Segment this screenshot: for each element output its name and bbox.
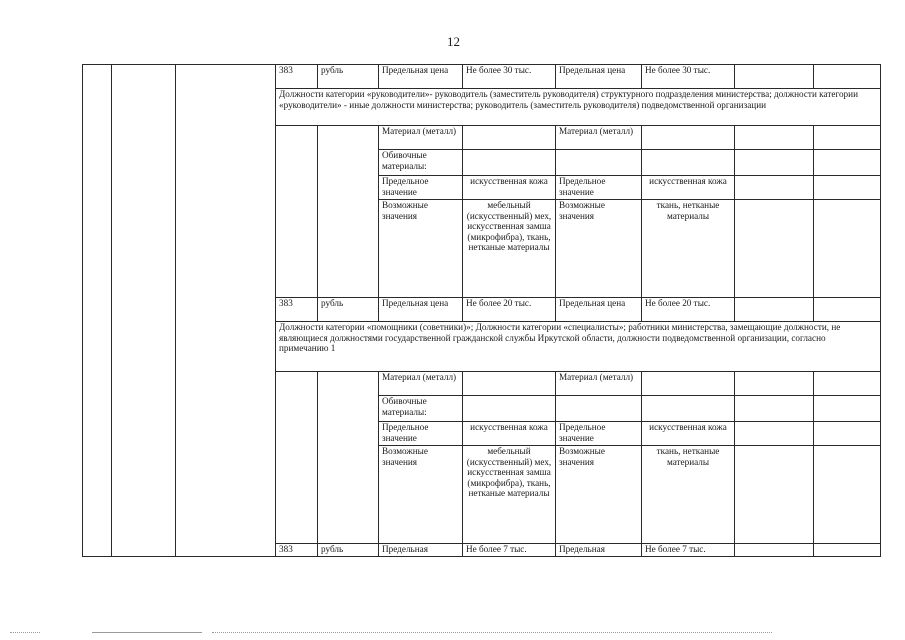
empty-cell <box>735 396 814 422</box>
characteristic-value: искусственная кожа <box>642 422 735 446</box>
characteristic-label: Предельное значение <box>379 176 463 200</box>
characteristic-label: Возможные значения <box>379 446 463 544</box>
empty-cell <box>735 544 814 557</box>
empty-cell <box>83 65 112 557</box>
empty-cell <box>814 150 881 176</box>
empty-cell <box>556 150 642 176</box>
empty-cell <box>642 126 735 150</box>
empty-cell <box>814 372 881 396</box>
characteristic-label: Предельная цена <box>556 298 642 322</box>
empty-cell <box>642 396 735 422</box>
characteristic-label: Обивочные материалы: <box>379 150 463 176</box>
characteristic-label: Предельная <box>556 544 642 557</box>
empty-cell <box>463 150 556 176</box>
characteristic-value: Не более 7 тыс. <box>463 544 556 557</box>
category-note: Должности категории «помощники (советники)»; Должности категории «специалисты»; работники министерства, замещающие должности, не являющиеся должностями государственной гражданской службы Иркутской области, должности подведомственной организации, согласно примечанию 1 <box>276 322 881 372</box>
characteristic-label: Предельное значение <box>379 422 463 446</box>
characteristic-label: Возможные значения <box>556 446 642 544</box>
empty-cell <box>735 200 814 298</box>
characteristic-label: Возможные значения <box>379 200 463 298</box>
page-number: 12 <box>447 34 460 49</box>
characteristic-label: Материал (металл) <box>379 126 463 150</box>
characteristic-label: Предельное значение <box>556 422 642 446</box>
empty-cell <box>735 372 814 396</box>
empty-cell <box>318 372 379 544</box>
empty-cell <box>814 298 881 322</box>
empty-cell <box>814 200 881 298</box>
characteristic-value: мебельный (искусственный) мех, искусственная замша (микрофибра), ткань, нетканые материалы <box>463 446 556 544</box>
empty-cell <box>814 396 881 422</box>
empty-cell <box>814 544 881 557</box>
empty-cell <box>735 422 814 446</box>
empty-cell <box>318 126 379 298</box>
characteristic-label: Предельное значение <box>556 176 642 200</box>
characteristic-value: искусственная кожа <box>463 422 556 446</box>
characteristic-value: искусственная кожа <box>463 176 556 200</box>
empty-cell <box>814 126 881 150</box>
characteristic-value: мебельный (искусственный) мех, искусственная замша (микрофибра), ткань, нетканые материалы <box>463 200 556 298</box>
empty-cell <box>112 65 176 557</box>
characteristic-value: Не более 20 тыс. <box>642 298 735 322</box>
characteristic-value: Не более 30 тыс. <box>642 65 735 89</box>
empty-cell <box>814 65 881 89</box>
document-table <box>82 64 881 557</box>
empty-cell <box>735 150 814 176</box>
unit-name: рубль <box>318 544 379 557</box>
empty-cell <box>735 446 814 544</box>
empty-cell <box>176 65 276 557</box>
unit-name: рубль <box>318 65 379 89</box>
empty-cell <box>814 422 881 446</box>
okei-code: 383 <box>276 544 318 557</box>
characteristic-label: Предельная цена <box>556 65 642 89</box>
empty-cell <box>463 372 556 396</box>
characteristic-value: Не более 30 тыс. <box>463 65 556 89</box>
empty-cell <box>642 150 735 176</box>
okei-code: 383 <box>276 298 318 322</box>
unit-name: рубль <box>318 298 379 322</box>
characteristic-label: Предельная <box>379 544 463 557</box>
category-note: Должности категории «руководители»- руководитель (заместитель руководителя) структурного подразделения министерства; должности категории «руководители» - иные должности министерства; руководитель (заместитель руководителя) подведомственной организации <box>276 89 881 126</box>
empty-cell <box>556 396 642 422</box>
scan-artifact-line <box>10 632 40 633</box>
empty-cell <box>735 126 814 150</box>
empty-cell <box>276 126 318 298</box>
empty-cell <box>735 65 814 89</box>
empty-cell <box>463 396 556 422</box>
empty-cell <box>276 372 318 544</box>
characteristic-label: Предельная цена <box>379 298 463 322</box>
characteristic-value: ткань, нетканые материалы <box>642 446 735 544</box>
empty-cell <box>814 446 881 544</box>
okei-code: 383 <box>276 65 318 89</box>
scan-artifact-line <box>212 632 772 633</box>
scan-artifact-line <box>92 632 202 633</box>
empty-cell <box>735 298 814 322</box>
characteristic-value: Не более 20 тыс. <box>463 298 556 322</box>
empty-cell <box>735 176 814 200</box>
table-row <box>83 65 881 89</box>
characteristic-label: Материал (металл) <box>379 372 463 396</box>
characteristic-label: Материал (металл) <box>556 126 642 150</box>
empty-cell <box>814 176 881 200</box>
characteristic-label: Предельная цена <box>379 65 463 89</box>
characteristic-label: Возможные значения <box>556 200 642 298</box>
characteristic-value: искусственная кожа <box>642 176 735 200</box>
characteristic-value: ткань, нетканые материалы <box>642 200 735 298</box>
characteristic-label: Материал (металл) <box>556 372 642 396</box>
characteristic-label: Обивочные материалы: <box>379 396 463 422</box>
characteristic-value: Не более 7 тыс. <box>642 544 735 557</box>
empty-cell <box>463 126 556 150</box>
empty-cell <box>642 372 735 396</box>
